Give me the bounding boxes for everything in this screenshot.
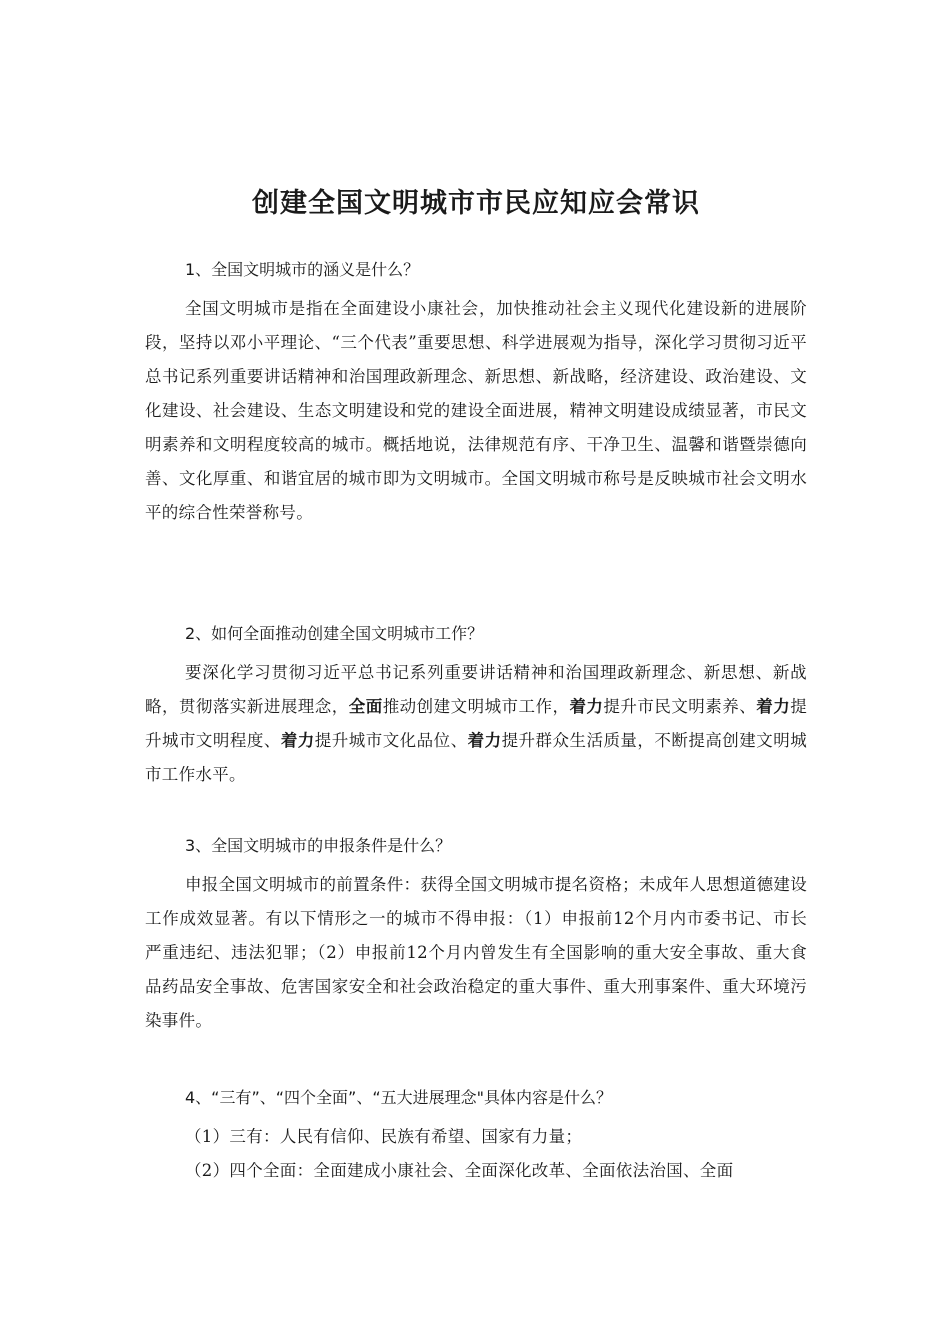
section-2-question: 2、如何全面推动创建全国文明城市工作？ bbox=[185, 624, 484, 643]
section-4-question: 4、“三有”、“四个全面”、“五大进展理念"具体内容是什么？ bbox=[185, 1088, 612, 1107]
section-4 bbox=[145, 1086, 807, 1188]
section-3 bbox=[145, 834, 807, 1038]
answer-text: 提升市民文明素养、 bbox=[603, 697, 757, 716]
emphasis-text: 全面 bbox=[348, 697, 383, 716]
answer-text: 提升城市文明程度、 bbox=[145, 697, 807, 750]
document-title: 创建全国文明城市市民应知应会常识 bbox=[252, 188, 700, 219]
section-2 bbox=[145, 622, 807, 792]
answer-text: 推动创建文明城市工作， bbox=[382, 697, 570, 716]
emphasis-text: 着力 bbox=[756, 697, 791, 716]
section-1-question: 1、全国文明城市的涵义是什么？ bbox=[185, 260, 420, 279]
answer-text: 提升群众生活质量，不断提高创建文明城市工作水平。 bbox=[145, 731, 808, 784]
emphasis-text: 着力 bbox=[467, 731, 502, 750]
section-3-answer: 申报全国文明城市的前置条件：获得全国文明城市提名资格；未成年人思想道德建设工作成效显著。有以下情形之一的城市不得申报：（1）申报前12个月内市委书记、市长严重违纪、违法犯罪；（2）申报前12个月内曾发生有全国影响的重大安全事故、重大食品药品安全事故、危害国家安全和社会政治稳定的重大事件、重大刑事案件、重大环境污染事件。 bbox=[145, 875, 807, 1030]
section-1 bbox=[145, 258, 807, 530]
list-item: （1）三有：人民有信仰、民族有希望、国家有力量； bbox=[185, 1127, 583, 1146]
answer-text: 提升城市文化品位、 bbox=[314, 731, 468, 750]
section-1-answer: 全国文明城市是指在全面建设小康社会，加快推动社会主义现代化建设新的进展阶段，坚持以邓小平理论、“三个代表”重要思想、科学进展观为指导，深化学习贯彻习近平总书记系列重要讲话精神和治国理政新理念、新思想、新战略，经济建设、政治建设、文化建设、社会建设、生态文明建设和党的建设全面进展，精神文明建设成绩显著，市民文明素养和文明程度较高的城市。概括地说，法律规范有序、干净卫生、温馨和谐暨崇德向善、文化厚重、和谐宜居的城市即为文明城市。全国文明城市称号是反映城市社会文明水平的综合性荣誉称号。 bbox=[145, 299, 807, 522]
emphasis-text: 着力 bbox=[569, 697, 604, 716]
emphasis-text: 着力 bbox=[280, 731, 315, 750]
section-2-answer bbox=[145, 656, 807, 792]
section-3-question: 3、全国文明城市的申报条件是什么？ bbox=[185, 836, 452, 855]
answer-text: 要深化学习贯彻习近平总书记系列重要讲话精神和治国理政新理念、新思想、新战略，贯彻落实新进展理念， bbox=[145, 663, 807, 716]
list-item: （2）四个全面：全面建成小康社会、全面深化改革、全面依法治国、全面 bbox=[185, 1161, 734, 1180]
